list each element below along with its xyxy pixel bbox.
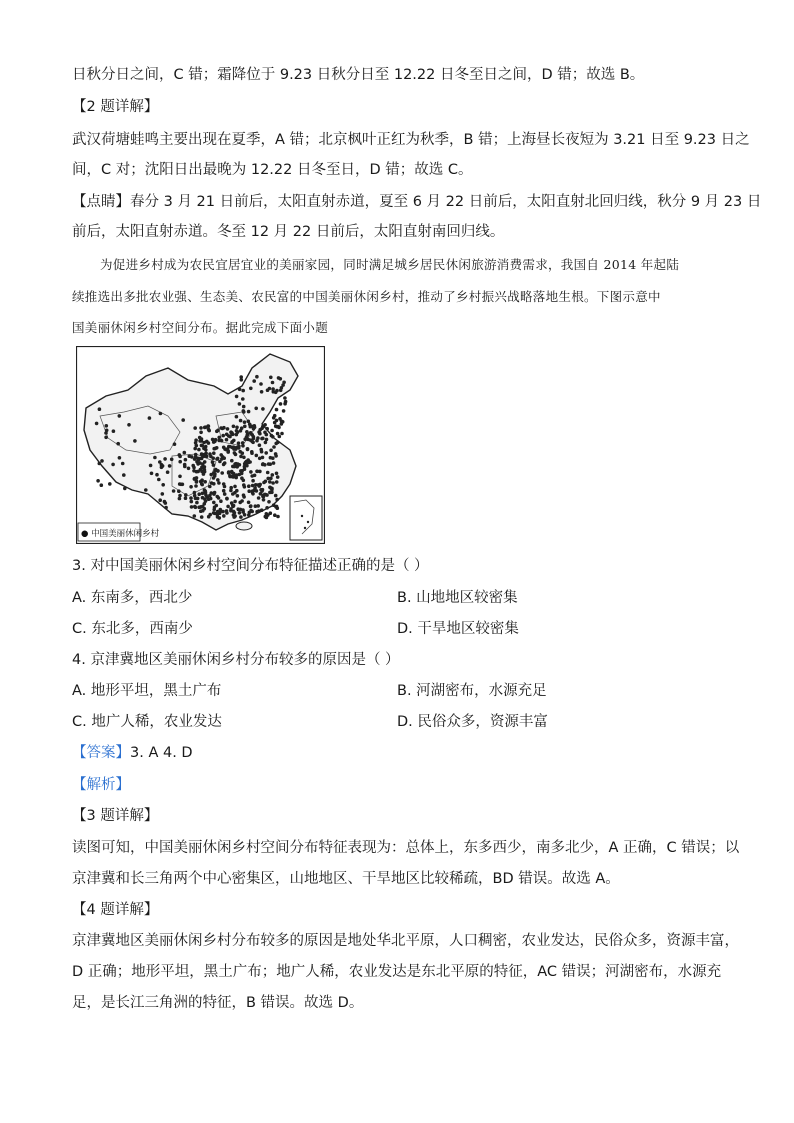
q4-detail-heading: 【4 题详解】 (72, 902, 159, 918)
q3-detail-line: 京津冀和长三角两个中心密集区，山地地区、干旱地区比较稀疏，BD 错误。故选 A。 (72, 871, 620, 887)
china-map (76, 346, 325, 544)
q3-detail-line: 读图可知，中国美丽休闲乡村空间分布特征表现为：总体上，东多西少，南多北少，A 正确，C 错误；以 (72, 840, 740, 856)
intro-line: 国美丽休闲乡村空间分布。据此完成下面小题 (72, 320, 329, 335)
q4-detail-line: 足，是长江三角洲的特征，B 错误。故选 D。 (72, 995, 364, 1011)
q3-detail-heading: 【3 题详解】 (72, 808, 159, 824)
china-map-figure (76, 346, 325, 544)
q2-detail-heading: 【2 题详解】 (72, 99, 159, 115)
analysis-label: 【解析】 (72, 777, 130, 793)
tip-line: 前后，太阳直射赤道。冬至 12 月 22 日前后，太阳直射南回归线。 (72, 224, 505, 240)
answer-label: 【答案】 (72, 745, 130, 761)
q3-option-b: B. 山地地区较密集 (397, 590, 518, 606)
q4-option-b: B. 河湖密布，水源充足 (397, 683, 547, 699)
q2-detail-line: 武汉荷塘蛙鸣主要出现在夏季，A 错；北京枫叶正红为秋季，B 错；上海昼长夜短为 3.21 日至 9.23 日之 (72, 132, 750, 148)
map-legend: ● 中国美丽休闲乡村 (81, 529, 160, 539)
q4-option-d: D. 民俗众多，资源丰富 (397, 714, 548, 730)
q3-option-d: D. 干旱地区较密集 (397, 621, 519, 637)
answer-line (72, 743, 193, 763)
intro-line: 为促进乡村成为农民宜居宜业的美丽家园，同时满足城乡居民休闲旅游消费需求，我国自 2014 年起陆 (100, 257, 680, 272)
q4-option-a: A. 地形平坦，黑土广布 (72, 683, 222, 699)
q2-detail-line: 间，C 对；沈阳日出最晚为 12.22 日冬至日，D 错；故选 C。 (72, 162, 473, 178)
q3-stem: 3. 对中国美丽休闲乡村空间分布特征描述正确的是（ ） (72, 558, 429, 574)
q4-option-c: C. 地广人稀，农业发达 (72, 714, 222, 730)
q4-detail-line: D 正确；地形平坦，黑土广布；地广人稀，农业发达是东北平原的特征，AC 错误；河湖密布，水源充 (72, 964, 722, 980)
q4-detail-line: 京津冀地区美丽休闲乡村分布较多的原因是地处华北平原，人口稠密，农业发达，民俗众多，资源丰富， (72, 933, 739, 949)
q4-stem: 4. 京津冀地区美丽休闲乡村分布较多的原因是（ ） (72, 652, 400, 668)
south-china-sea-inset (290, 496, 322, 540)
prev-answer-line: 日秋分日之间，C 错；霜降位于 9.23 日秋分日至 12.22 日冬至日之间，D 错；故选 B。 (72, 67, 645, 83)
intro-line: 续推选出多批农业强、生态美、农民富的中国美丽休闲乡村，推动了乡村振兴战略落地生根。下图示意中 (72, 289, 661, 304)
q3-option-c: C. 东北多，西南少 (72, 621, 193, 637)
tip-line: 【点睛】春分 3 月 21 日前后，太阳直射赤道，夏至 6 月 22 日前后，太阳直射北回归线，秋分 9 月 23 日 (72, 194, 762, 210)
answer-text: 3. A 4. D (130, 745, 193, 761)
q3-option-a: A. 东南多，西北少 (72, 590, 193, 606)
